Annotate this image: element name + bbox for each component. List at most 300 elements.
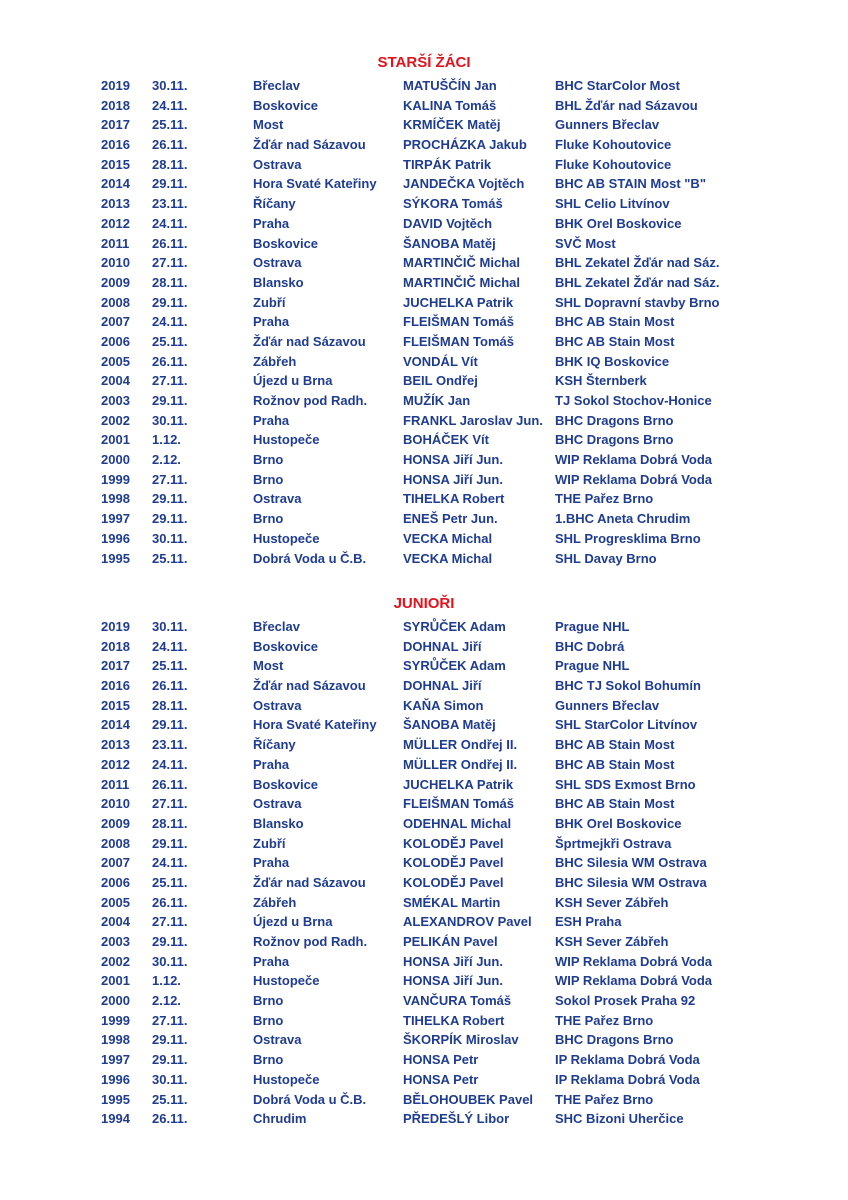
club-cell: 1.BHC Aneta Chrudim [555, 511, 691, 527]
year-cell: 2018 [101, 638, 130, 654]
club-cell: BHC AB Stain Most [555, 796, 675, 812]
date-cell: 29.11. [152, 1032, 188, 1048]
year-cell: 2009 [101, 815, 130, 831]
year-cell: 2010 [101, 796, 130, 812]
player-name-cell: FLEIŠMAN Tomáš [403, 314, 514, 330]
place-cell: Praha [253, 855, 290, 871]
date-cell: 24.11. [152, 215, 188, 231]
date-cell: 27.11. [152, 471, 188, 487]
date-cell: 27.11. [152, 373, 188, 389]
year-cell: 2017 [101, 117, 130, 133]
club-cell: BHC AB Stain Most [555, 756, 675, 772]
year-cell: 1995 [101, 550, 130, 566]
player-name-cell: VECKA Michal [403, 550, 493, 566]
year-cell: 2006 [101, 333, 130, 349]
club-cell: BHC Dragons Brno [555, 412, 674, 428]
table-row [0, 676, 848, 696]
table-row [0, 971, 848, 991]
table-row [0, 715, 848, 735]
table-row [0, 509, 848, 529]
club-cell: Gunners Břeclav [555, 117, 660, 133]
player-name-cell: JUCHELKA Patrik [403, 776, 514, 792]
place-cell: Praha [253, 215, 290, 231]
place-cell: Žďár nad Sázavou [253, 137, 366, 153]
year-cell: 2005 [101, 353, 130, 369]
player-name-cell: TIHELKA Robert [403, 1012, 505, 1028]
place-cell: Rožnov pod Radh. [253, 393, 368, 408]
year-cell: 2015 [101, 697, 130, 713]
table-row [0, 135, 848, 155]
place-cell: Žďár nad Sázavou [253, 874, 366, 890]
date-cell: 26.11. [152, 235, 188, 251]
table-row [0, 1090, 848, 1110]
table-row [0, 430, 848, 450]
place-cell: Břeclav [253, 619, 300, 634]
player-name-cell: KOLODĚJ Pavel [403, 855, 504, 871]
place-cell: Dobrá Voda u Č.B. [253, 550, 367, 566]
table-row [0, 991, 848, 1011]
place-cell: Brno [253, 993, 284, 1009]
club-cell: Sokol Prosek Praha 92 [555, 993, 696, 1009]
table-row [0, 234, 848, 254]
player-name-cell: JANDEČKA Vojtěch [403, 176, 525, 192]
table-row [0, 470, 848, 490]
table-row [0, 617, 848, 637]
date-cell: 30.11. [152, 619, 188, 634]
table-row [0, 312, 848, 332]
date-cell: 23.11. [152, 196, 188, 212]
year-cell: 2014 [101, 176, 130, 192]
date-cell: 30.11. [152, 78, 188, 93]
place-cell: Ostrava [253, 156, 302, 172]
club-cell: BHL Zekatel Žďár nad Sáz. [555, 255, 720, 271]
club-cell: KSH Šternberk [555, 373, 647, 389]
year-cell: 2006 [101, 874, 130, 890]
table-row [0, 529, 848, 549]
date-cell: 28.11. [152, 274, 188, 290]
place-cell: Hora Svaté Kateřiny [253, 176, 377, 192]
date-cell: 24.11. [152, 97, 188, 113]
club-cell: KSH Sever Zábřeh [555, 894, 669, 910]
place-cell: Hustopeče [253, 530, 320, 546]
year-cell: 2005 [101, 894, 130, 910]
date-cell: 1.12. [152, 432, 181, 448]
club-cell: BHL Zekatel Žďár nad Sáz. [555, 274, 720, 290]
place-cell: Praha [253, 412, 290, 428]
player-name-cell: BEIL Ondřej [403, 373, 478, 389]
table-row [0, 637, 848, 657]
date-cell: 25.11. [152, 1091, 188, 1107]
club-cell: THE Pařez Brno [555, 1091, 654, 1107]
club-cell: SHL StarColor Litvínov [555, 717, 698, 733]
date-cell: 29.11. [152, 511, 188, 527]
player-name-cell: PROCHÁZKA Jakub [403, 137, 527, 153]
place-cell: Brno [253, 471, 284, 487]
table-row [0, 696, 848, 716]
table-row [0, 155, 848, 175]
place-cell: Hustopeče [253, 973, 320, 989]
year-cell: 1997 [101, 511, 130, 527]
club-cell: Fluke Kohoutovice [555, 156, 672, 172]
date-cell: 25.11. [152, 874, 188, 890]
date-cell: 29.11. [152, 176, 188, 192]
club-cell: BHC Silesia WM Ostrava [555, 855, 707, 871]
place-cell: Ostrava [253, 796, 302, 812]
year-cell: 2016 [101, 137, 130, 153]
date-cell: 27.11. [152, 914, 188, 930]
year-cell: 1998 [101, 1032, 130, 1048]
player-name-cell: PELIKÁN Pavel [403, 934, 498, 949]
player-name-cell: ŠANOBA Matěj [403, 717, 496, 733]
player-name-cell: KOLODĚJ Pavel [403, 874, 504, 890]
place-cell: Praha [253, 953, 290, 969]
year-cell: 1999 [101, 1012, 130, 1028]
table-row [0, 952, 848, 972]
place-cell: Boskovice [253, 638, 319, 654]
date-cell: 29.11. [152, 717, 188, 733]
table-row [0, 489, 848, 509]
club-cell: THE Pařez Brno [555, 491, 654, 507]
date-cell: 29.11. [152, 934, 188, 949]
club-cell: Prague NHL [555, 619, 630, 634]
date-cell: 26.11. [152, 137, 188, 153]
place-cell: Praha [253, 756, 290, 772]
date-cell: 29.11. [152, 393, 188, 408]
place-cell: Zubří [253, 294, 286, 310]
date-cell: 24.11. [152, 314, 188, 330]
player-name-cell: TIRPÁK Patrik [403, 156, 492, 172]
player-name-cell: KOLODĚJ Pavel [403, 835, 504, 851]
place-cell: Žďár nad Sázavou [253, 333, 366, 349]
date-cell: 30.11. [152, 412, 188, 428]
club-cell: THE Pařez Brno [555, 1012, 654, 1028]
player-name-cell: KAŇA Simon [403, 697, 484, 713]
place-cell: Chrudim [253, 1111, 307, 1127]
date-cell: 23.11. [152, 737, 188, 753]
table-row [0, 352, 848, 372]
player-name-cell: VONDÁL Vít [403, 353, 478, 369]
date-cell: 26.11. [152, 678, 188, 694]
table-row [0, 893, 848, 913]
place-cell: Zábřeh [253, 894, 297, 910]
year-cell: 2018 [101, 97, 130, 113]
year-cell: 2015 [101, 156, 130, 172]
player-name-cell: MUŽÍK Jan [403, 393, 471, 408]
year-cell: 2004 [101, 373, 130, 389]
year-cell: 2011 [101, 235, 130, 251]
year-cell: 1997 [101, 1052, 130, 1068]
place-cell: Újezd u Brna [253, 373, 333, 389]
club-cell: ESH Praha [555, 914, 622, 930]
club-cell: BHC AB Stain Most [555, 333, 675, 349]
place-cell: Boskovice [253, 97, 319, 113]
club-cell: SHL SDS Exmost Brno [555, 776, 696, 792]
club-cell: WIP Reklama Dobrá Voda [555, 973, 713, 989]
table-row [0, 775, 848, 795]
year-cell: 2008 [101, 294, 130, 310]
date-cell: 25.11. [152, 333, 188, 349]
date-cell: 24.11. [152, 855, 188, 871]
place-cell: Újezd u Brna [253, 914, 333, 930]
table-row [0, 549, 848, 569]
year-cell: 2003 [101, 393, 130, 408]
place-cell: Břeclav [253, 78, 300, 93]
date-cell: 26.11. [152, 1111, 188, 1127]
year-cell: 2008 [101, 835, 130, 851]
year-cell: 1996 [101, 530, 130, 546]
player-name-cell: HONSA Jiří Jun. [403, 471, 503, 487]
place-cell: Brno [253, 452, 284, 468]
year-cell: 2013 [101, 737, 130, 753]
club-cell: BHK Orel Boskovice [555, 815, 682, 831]
player-name-cell: MATUŠČÍN Jan [403, 78, 497, 93]
player-name-cell: HONSA Petr [403, 1052, 479, 1068]
player-name-cell: PŘEDEŠLÝ Libor [403, 1111, 510, 1127]
date-cell: 27.11. [152, 1012, 188, 1028]
date-cell: 28.11. [152, 156, 188, 172]
player-name-cell: FRANKL Jaroslav Jun. [403, 412, 543, 428]
year-cell: 2002 [101, 953, 130, 969]
date-cell: 26.11. [152, 776, 188, 792]
year-cell: 1999 [101, 471, 130, 487]
table-row [0, 253, 848, 273]
year-cell: 2007 [101, 855, 130, 871]
date-cell: 30.11. [152, 953, 188, 969]
place-cell: Most [253, 658, 284, 674]
table-row [0, 115, 848, 135]
table-row [0, 371, 848, 391]
place-cell: Blansko [253, 274, 304, 290]
date-cell: 29.11. [152, 491, 188, 507]
club-cell: WIP Reklama Dobrá Voda [555, 953, 713, 969]
club-cell: IP Reklama Dobrá Voda [555, 1071, 700, 1087]
place-cell: Ostrava [253, 1032, 302, 1048]
player-name-cell: SYRŮČEK Adam [403, 658, 506, 674]
player-name-cell: SYRŮČEK Adam [403, 619, 506, 634]
club-cell: SHL Celio Litvínov [555, 196, 670, 212]
club-cell: SHL Progresklima Brno [555, 530, 701, 546]
player-name-cell: DOHNAL Jiří [403, 678, 482, 694]
date-cell: 24.11. [152, 756, 188, 772]
table-row [0, 391, 848, 411]
club-cell: SVČ Most [555, 235, 616, 251]
year-cell: 2000 [101, 452, 130, 468]
table-row [0, 96, 848, 116]
date-cell: 26.11. [152, 894, 188, 910]
place-cell: Říčany [253, 196, 296, 212]
player-name-cell: FLEIŠMAN Tomáš [403, 333, 514, 349]
player-name-cell: ŠANOBA Matěj [403, 235, 496, 251]
player-name-cell: KRMÍČEK Matěj [403, 117, 501, 133]
table-row [0, 1011, 848, 1031]
player-name-cell: ALEXANDROV Pavel [403, 914, 532, 930]
player-name-cell: ŠKORPÍK Miroslav [403, 1032, 519, 1048]
place-cell: Blansko [253, 815, 304, 831]
year-cell: 2009 [101, 274, 130, 290]
place-cell: Brno [253, 511, 284, 527]
date-cell: 29.11. [152, 835, 188, 851]
table-row [0, 332, 848, 352]
year-cell: 1998 [101, 491, 130, 507]
table-row [0, 76, 848, 96]
player-name-cell: MARTINČIČ Michal [403, 274, 520, 290]
club-cell: SHL Davay Brno [555, 550, 657, 566]
player-name-cell: ENEŠ Petr Jun. [403, 511, 498, 527]
year-cell: 2010 [101, 255, 130, 271]
player-name-cell: VECKA Michal [403, 530, 493, 546]
player-name-cell: TIHELKA Robert [403, 491, 505, 507]
player-name-cell: BĚLOHOUBEK Pavel [403, 1091, 534, 1107]
club-cell: KSH Sever Zábřeh [555, 934, 669, 949]
player-name-cell: JUCHELKA Patrik [403, 294, 514, 310]
club-cell: BHC StarColor Most [555, 78, 680, 93]
club-cell: BHC AB STAIN Most "B" [555, 176, 706, 192]
club-cell: SHL Dopravní stavby Brno [555, 294, 720, 310]
table-row [0, 814, 848, 834]
player-name-cell: ODEHNAL Michal [403, 815, 512, 831]
club-cell: BHL Žďár nad Sázavou [555, 97, 698, 113]
table-row [0, 194, 848, 214]
year-cell: 2012 [101, 215, 130, 231]
club-cell: BHK IQ Boskovice [555, 353, 670, 369]
player-name-cell: KALINA Tomáš [403, 97, 497, 113]
player-name-cell: MÜLLER Ondřej II. [403, 737, 518, 753]
club-cell: BHC AB Stain Most [555, 314, 675, 330]
club-cell: IP Reklama Dobrá Voda [555, 1052, 700, 1068]
date-cell: 2.12. [152, 452, 181, 468]
player-name-cell: VANČURA Tomáš [403, 993, 512, 1009]
table-row [0, 755, 848, 775]
player-name-cell: MÜLLER Ondřej II. [403, 756, 518, 772]
place-cell: Ostrava [253, 255, 302, 271]
date-cell: 26.11. [152, 353, 188, 369]
player-name-cell: FLEIŠMAN Tomáš [403, 796, 514, 812]
place-cell: Brno [253, 1012, 284, 1028]
place-cell: Most [253, 117, 284, 133]
date-cell: 30.11. [152, 530, 188, 546]
date-cell: 25.11. [152, 117, 188, 133]
section-title-juniori: JUNIOŘI [393, 595, 455, 612]
place-cell: Zubří [253, 835, 286, 851]
player-name-cell: SÝKORA Tomáš [403, 196, 503, 212]
player-name-cell: MARTINČIČ Michal [403, 255, 520, 271]
place-cell: Ostrava [253, 697, 302, 713]
year-cell: 2001 [101, 973, 130, 989]
place-cell: Boskovice [253, 776, 319, 792]
table-row [0, 873, 848, 893]
date-cell: 25.11. [152, 550, 188, 566]
place-cell: Dobrá Voda u Č.B. [253, 1091, 367, 1107]
place-cell: Říčany [253, 737, 296, 753]
year-cell: 2000 [101, 993, 130, 1009]
juniori-table [0, 617, 848, 1129]
year-cell: 2013 [101, 196, 130, 212]
place-cell: Hustopeče [253, 432, 320, 448]
place-cell: Hora Svaté Kateřiny [253, 717, 377, 733]
player-name-cell: BOHÁČEK Vít [403, 432, 489, 448]
year-cell: 2019 [101, 619, 130, 634]
year-cell: 1995 [101, 1091, 130, 1107]
year-cell: 2002 [101, 412, 130, 428]
club-cell: WIP Reklama Dobrá Voda [555, 471, 713, 487]
club-cell: Prague NHL [555, 658, 630, 674]
player-name-cell: DOHNAL Jiří [403, 638, 482, 654]
player-name-cell: DAVID Vojtěch [403, 215, 493, 231]
player-name-cell: HONSA Petr [403, 1071, 479, 1087]
year-cell: 2004 [101, 914, 130, 930]
year-cell: 2019 [101, 78, 130, 93]
starsi-zaci-table [0, 76, 848, 568]
year-cell: 1996 [101, 1071, 130, 1087]
table-row [0, 174, 848, 194]
table-row [0, 273, 848, 293]
club-cell: BHC Dragons Brno [555, 432, 674, 448]
year-cell: 2014 [101, 717, 130, 733]
table-row [0, 1109, 848, 1129]
date-cell: 28.11. [152, 815, 188, 831]
club-cell: BHC Dragons Brno [555, 1032, 674, 1048]
date-cell: 2.12. [152, 993, 181, 1009]
club-cell: BHK Orel Boskovice [555, 215, 682, 231]
table-row [0, 912, 848, 932]
year-cell: 2016 [101, 678, 130, 694]
club-cell: TJ Sokol Stochov-Honice [555, 393, 712, 408]
place-cell: Boskovice [253, 235, 319, 251]
table-row [0, 735, 848, 755]
year-cell: 2011 [101, 776, 130, 792]
year-cell: 2012 [101, 756, 130, 772]
date-cell: 30.11. [152, 1071, 188, 1087]
place-cell: Zábřeh [253, 353, 297, 369]
club-cell: SHC Bizoni Uherčice [555, 1111, 684, 1127]
table-row [0, 1030, 848, 1050]
club-cell: WIP Reklama Dobrá Voda [555, 452, 713, 468]
place-cell: Hustopeče [253, 1071, 320, 1087]
table-row [0, 834, 848, 854]
table-row [0, 1050, 848, 1070]
club-cell: BHC Dobrá [555, 638, 625, 654]
date-cell: 1.12. [152, 973, 181, 989]
date-cell: 29.11. [152, 294, 188, 310]
place-cell: Žďár nad Sázavou [253, 678, 366, 694]
date-cell: 29.11. [152, 1052, 188, 1068]
table-row [0, 450, 848, 470]
year-cell: 2007 [101, 314, 130, 330]
year-cell: 2001 [101, 432, 130, 448]
table-row [0, 794, 848, 814]
club-cell: BHC TJ Sokol Bohumín [555, 678, 701, 694]
table-row [0, 1070, 848, 1090]
year-cell: 2017 [101, 658, 130, 674]
player-name-cell: HONSA Jiří Jun. [403, 452, 503, 468]
club-cell: BHC Silesia WM Ostrava [555, 874, 707, 890]
player-name-cell: SMÉKAL Martin [403, 894, 501, 910]
date-cell: 27.11. [152, 796, 188, 812]
club-cell: Fluke Kohoutovice [555, 137, 672, 153]
date-cell: 28.11. [152, 697, 188, 713]
player-name-cell: HONSA Jiří Jun. [403, 953, 503, 969]
place-cell: Praha [253, 314, 290, 330]
club-cell: Šprtmejkři Ostrava [555, 835, 672, 851]
section-title-starsi-zaci: STARŠÍ ŽÁCI [377, 54, 471, 71]
date-cell: 25.11. [152, 658, 188, 674]
table-row [0, 932, 848, 952]
place-cell: Ostrava [253, 491, 302, 507]
place-cell: Brno [253, 1052, 284, 1068]
table-row [0, 853, 848, 873]
date-cell: 24.11. [152, 638, 188, 654]
year-cell: 2003 [101, 934, 130, 949]
